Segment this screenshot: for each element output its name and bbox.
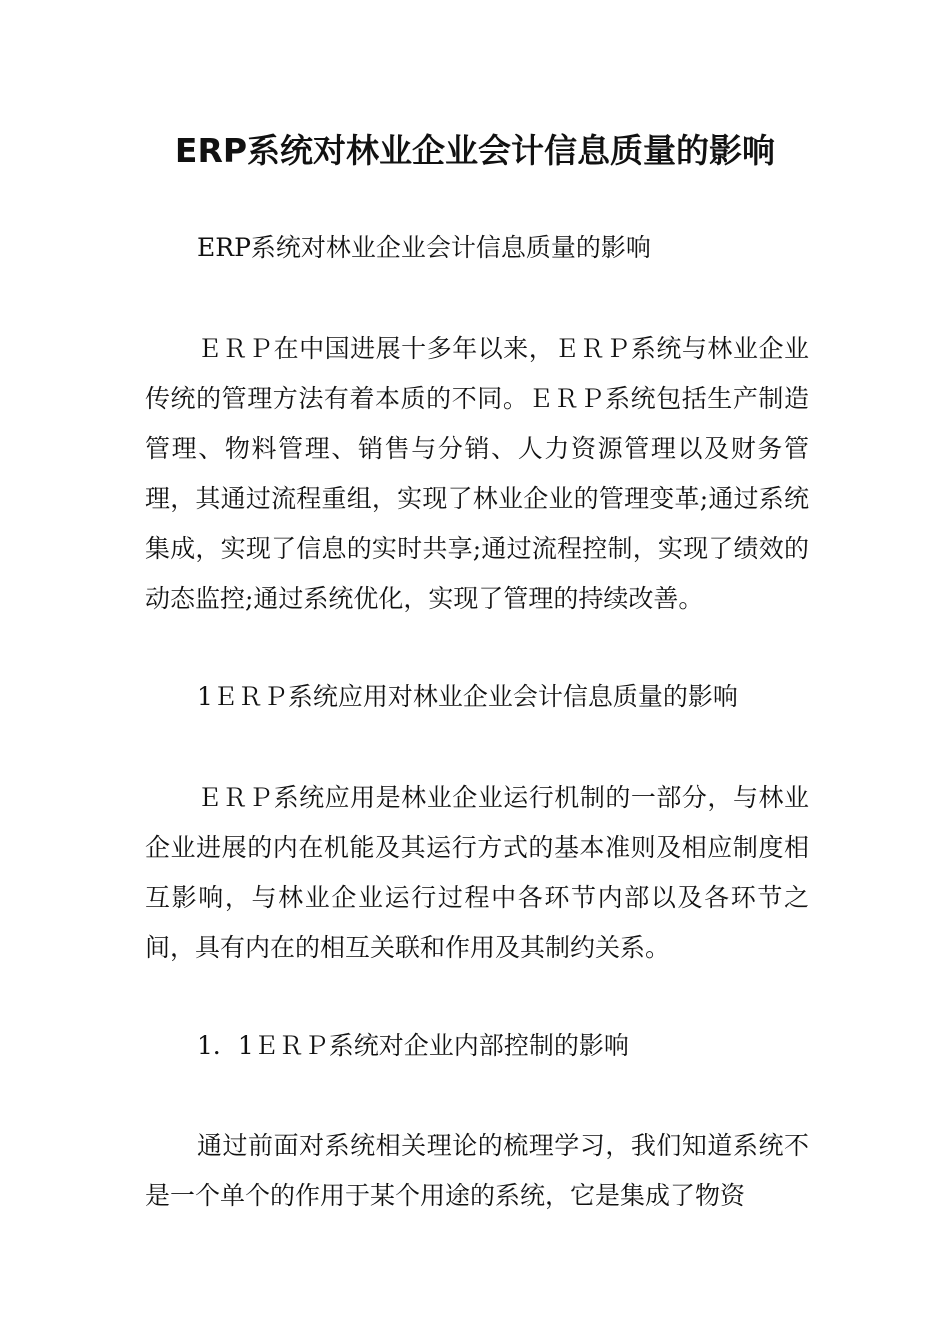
document-title: ERP系统对林业企业会计信息质量的影响 [174, 131, 776, 170]
paragraph-section-1: ＥＲＰ系统应用是林业企业运行机制的一部分，与林业企业进展的内在机能及其运行方式的基本准则及相应制度相互影响，与林业企业运行过程中各环节内部以及各环节之间，具有内在的相互关联和作用及其制约关系。 [145, 783, 809, 962]
section-heading-1-1: 1．1ＥＲＰ系统对企业内部控制的影响 [197, 1031, 629, 1060]
document-subtitle: ERP系统对林业企业会计信息质量的影响 [197, 233, 651, 262]
section-heading-1: 1ＥＲＰ系统应用对林业企业会计信息质量的影响 [197, 682, 738, 711]
paragraph-intro: ＥＲＰ在中国进展十多年以来，ＥＲＰ系统与林业企业传统的管理方法有着本质的不同。ＥＲＰ系统包括生产制造管理、物料管理、销售与分销、人力资源管理以及财务管理，其通过流程重组，实现了林业企业的管理变革;通过系统集成，实现了信息的实时共享;通过流程控制，实现了绩效的动态监控;通过系统优化，实现了管理的持续改善。 [145, 334, 809, 613]
paragraph-section-1-1: 通过前面对系统相关理论的梳理学习，我们知道系统不是一个单个的作用于某个用途的系统，它是集成了物资 [145, 1131, 809, 1210]
